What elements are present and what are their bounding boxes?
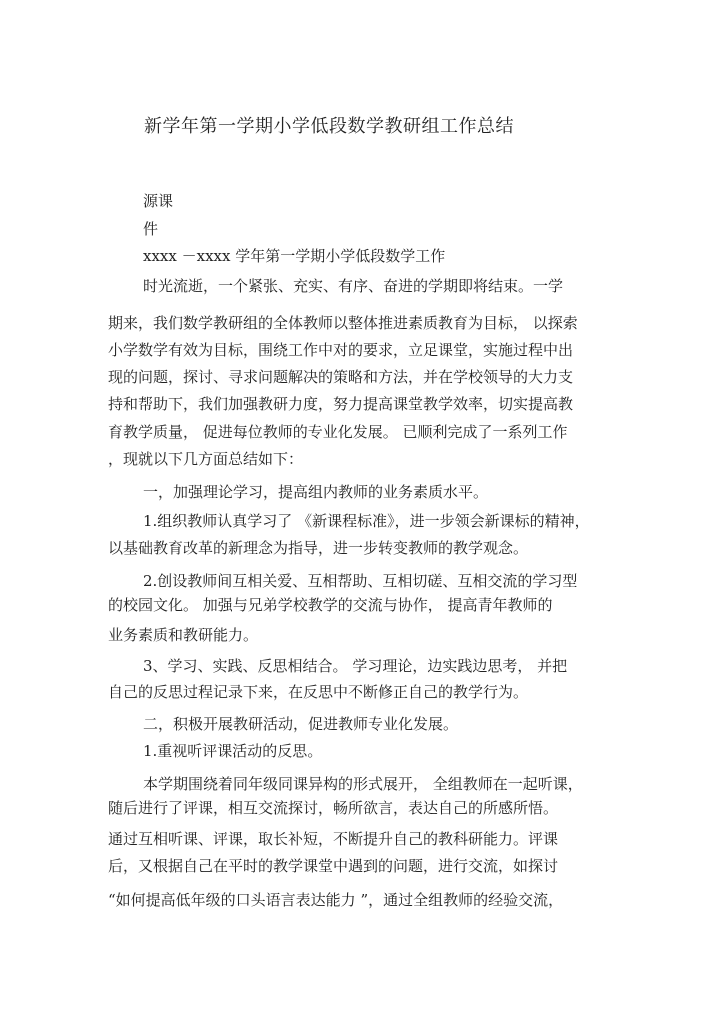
text-line: 持和帮助下，我们加强教研力度，努力提高课堂教学效率，切实提高教 (108, 395, 574, 413)
text-line: 自己的反思过程记录下来，在反思中不断修正自己的教学行为。 (108, 683, 529, 701)
text-line: 时光流逝，一个紧张、充实、有序、奋进的学期即将结束。一学 (143, 277, 564, 295)
text-line: xxxx －xxxx 学年第一学期小学低段数学工作 (143, 247, 446, 265)
text-line: 的校园文化。 加强与兄弟学校教学的交流与协作， 提高青年教师的 (108, 596, 553, 614)
document-title: 新学年第一学期小学低段数学教研组工作总结 (144, 116, 514, 137)
text-line: 育教学质量， 促进每位教师的专业化发展。 已顺利完成了一系列工作 (108, 423, 568, 441)
text-line: 通过互相听课、评课，取长补短，不断提升自己的教科研能力。评课 (108, 830, 559, 848)
text-line: ，现就以下几方面总结如下： (108, 450, 304, 468)
text-line: 随后进行了评课，相互交流探讨，畅所欲言，表达自己的所感所悟。 (108, 799, 559, 817)
subsection-heading: 1.重视听评课活动的反思。 (143, 742, 323, 760)
section-heading: 二，积极开展教研活动，促进教师专业化发展。 (143, 715, 459, 733)
text-line: 本学期围绕着同年级同课异构的形式展开， 全组教师在一起听课， (143, 775, 583, 793)
text-line: 以基础教育改革的新理念为指导，进一步转变教师的教学观念。 (108, 539, 529, 557)
text-line: 1.组织教师认真学习了 《新课程标准》，进一步领会新课标的精神， (143, 512, 590, 530)
text-line: 源课 (143, 192, 174, 210)
text-line: “如何提高低年级的口头语言表达能力 ”，通过全组教师的经验交流， (108, 891, 564, 909)
text-line: 2.创设教师间互相关爱、互相帮助、互相切磋、互相交流的学习型 (143, 572, 578, 590)
text-line: 3、学习、实践、反思相结合。 学习理论，边实践边思考， 并把 (143, 657, 568, 675)
text-line: 件 (143, 220, 159, 238)
section-heading: 一，加强理论学习，提高组内教师的业务素质水平。 (143, 483, 489, 501)
text-line: 期来，我们数学教研组的全体教师以整体推进素质教育为目标， 以探索 (108, 314, 578, 332)
text-line: 现的问题，探讨、寻求问题解决的策略和方法，并在学校领导的大力支 (108, 368, 574, 386)
text-line: 后，又根据自己在平时的教学课堂中遇到的问题，进行交流，如探讨 (108, 857, 559, 875)
text-line: 小学数学有效为目标，围绕工作中对的要求，立足课堂，实施过程中出 (108, 341, 574, 359)
text-line: 业务素质和教研能力。 (108, 626, 259, 644)
